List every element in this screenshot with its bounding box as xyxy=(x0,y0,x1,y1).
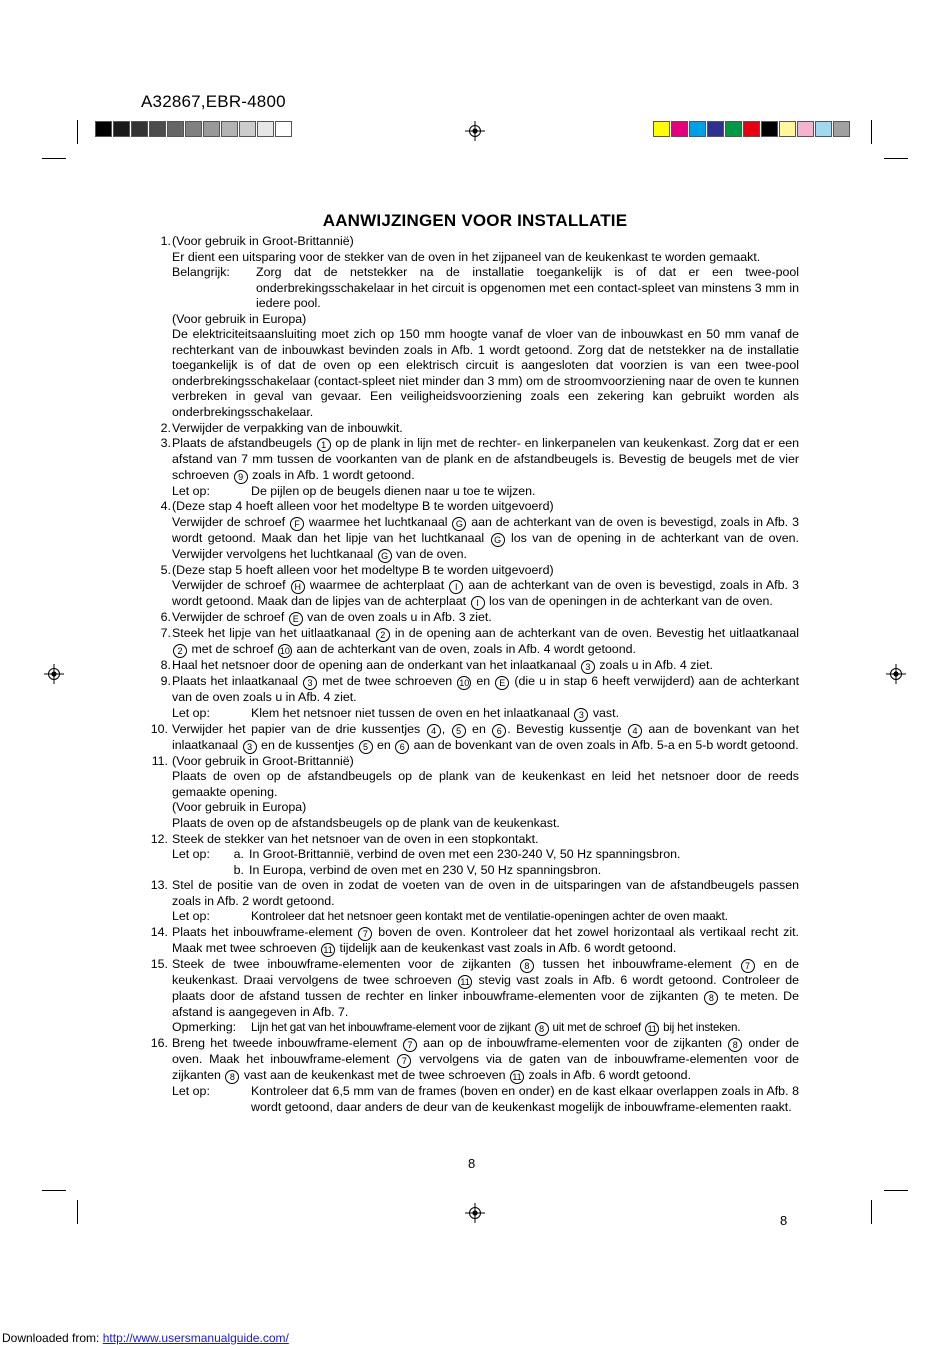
part-callout: I xyxy=(471,596,485,610)
part-callout: 8 xyxy=(728,1038,742,1052)
item-number: 2. xyxy=(160,420,171,435)
item-text: Verwijder de verpakking van de inbouwkit. xyxy=(172,420,403,435)
caution-note-b xyxy=(172,863,799,879)
part-callout: 8 xyxy=(225,1070,239,1084)
instruction-item-7 xyxy=(151,626,799,658)
color-swatch xyxy=(815,121,832,137)
part-callout: 2 xyxy=(376,628,390,642)
note-text: Lijn het gat van het inbouwframe-element voor de zijkant 8 uit met de schroef 11 bij het insteken. xyxy=(251,1021,741,1035)
part-callout: 8 xyxy=(520,959,534,973)
item-paragraph xyxy=(172,674,799,706)
item-paragraph: Plaats de oven op de afstandbeugels op de plank van de keukenkast en leid het netsnoer door de reeds gemaakte opening. xyxy=(172,769,799,799)
item-number: 6. xyxy=(160,610,171,625)
color-swatch xyxy=(671,121,688,137)
part-callout: 6 xyxy=(395,740,409,754)
part-callout: 4 xyxy=(427,724,441,738)
color-swatch xyxy=(203,121,220,137)
note-label: Let op: xyxy=(172,909,210,924)
part-callout: 7 xyxy=(397,1054,411,1068)
part-callout: E xyxy=(495,676,509,690)
item-number: 5. xyxy=(160,562,171,577)
instruction-item-5 xyxy=(151,563,799,611)
caution-note xyxy=(172,706,799,722)
crop-mark xyxy=(77,120,78,144)
part-callout: 9 xyxy=(234,470,248,484)
color-swatch xyxy=(743,121,760,137)
color-swatch xyxy=(167,121,184,137)
item-number: 1. xyxy=(160,234,171,248)
item-text: in de opening aan de achterkant van de oven. Bevestig het uitlaatkanaal xyxy=(394,626,799,641)
item-paragraph: Er dient een uitsparing voor de stekker van de oven in het zijpaneel van de keukenkast te worden gemaakt. xyxy=(172,249,761,264)
part-callout: F xyxy=(290,517,304,531)
part-callout: 7 xyxy=(403,1038,417,1052)
item-number: 7. xyxy=(160,626,171,641)
item-number: 11. xyxy=(151,753,168,768)
item-text: en xyxy=(476,674,491,689)
crop-mark xyxy=(871,1200,872,1224)
caution-note xyxy=(172,1084,799,1115)
part-callout: 3 xyxy=(574,708,588,722)
item-number: 8. xyxy=(160,658,171,673)
crop-mark xyxy=(42,158,66,159)
part-callout: 2 xyxy=(173,644,187,658)
part-callout: 7 xyxy=(741,959,755,973)
item-text: op de plank in lijn met de rechter- en linkerpanelen van keukenkast. Zorg dat er een afstand van 7 mm tussen de voorkanten van de plank en de afstandbeugels is. Bevestig de beugels met de vier schroeven xyxy=(172,436,799,482)
caution-note xyxy=(172,484,799,500)
part-callout: 11 xyxy=(321,943,335,957)
part-callout: G xyxy=(452,517,466,531)
part-callout: 10 xyxy=(279,646,290,657)
part-callout: 6 xyxy=(492,724,506,738)
color-swatch xyxy=(185,121,202,137)
item-text: Haal het netsnoer door de opening aan de onderkant van het inlaatkanaal xyxy=(172,658,577,673)
note-label: Belangrijk: xyxy=(172,265,230,280)
note-text: Kontroleer dat 6,5 mm van de frames (boven en onder) en de kast elkaar overlappen zoals in Afb. 8 wordt getoond, daar anders de deur van de keukenkast mogelijk de inbouwframe-elementen raakt. xyxy=(251,1084,799,1114)
item-text: Verwijder de schroef xyxy=(172,610,285,625)
part-callout: 4 xyxy=(628,724,642,738)
crop-mark xyxy=(884,1190,908,1191)
caution-note-a xyxy=(172,847,799,863)
part-callout: 7 xyxy=(358,927,372,941)
item-paragraph xyxy=(172,515,799,563)
item-number: 13. xyxy=(150,878,168,893)
instruction-item-8 xyxy=(151,658,799,674)
instruction-item-1 xyxy=(151,234,799,421)
registration-mark-icon xyxy=(465,1203,485,1223)
note-label: Let op: xyxy=(172,1084,210,1099)
instruction-item-14: 14. Plaats het inbouwframe-element 7 boven de oven. Kontroleer dat het zowel horizontaal als vertikaal recht zit. Maak met twee schroeven 11 tijdelijk aan de keukenkast vast zoals in Afb. 6 wordt getoond. xyxy=(151,925,799,957)
grayscale-calibration-bar xyxy=(95,121,293,137)
item-text: los van de opening in de achterkant van de oven. Verwijder vervolgens het luchtkanaal xyxy=(172,530,799,561)
instruction-item-9 xyxy=(151,674,799,722)
part-callout: 11 xyxy=(510,1070,524,1084)
download-footer xyxy=(2,1331,289,1345)
crop-mark xyxy=(42,1190,66,1191)
part-callout: 5 xyxy=(452,724,466,738)
part-callout: 3 xyxy=(243,740,257,754)
part-callout: 11 xyxy=(645,1022,659,1036)
item-text: Plaats het inlaatkanaal xyxy=(172,674,298,689)
note-text: Klem het netsnoer niet tussen de oven en het inlaatkanaal 3 vast. xyxy=(251,705,620,720)
color-swatch xyxy=(239,121,256,137)
note-label: Let op: xyxy=(172,847,210,862)
item-paragraph: (Deze stap 5 hoeft alleen voor het modeltype B te worden uitgevoerd) xyxy=(172,562,554,577)
note-text: Kontroleer dat het netsnoer geen kontakt met de ventilatie-openingen achter de oven maakt. xyxy=(251,909,728,924)
important-note xyxy=(172,265,799,312)
instruction-item-16 xyxy=(151,1036,799,1115)
instruction-item-6 xyxy=(151,610,799,626)
item-paragraph: Steek de twee inbouwframe-elementen voor de zijkanten 8 tussen het inbouwframe-element 7 en de keukenkast. Draai vervolgens de twee schroeven 11 stevig vast zoals in Afb. 6 wordt getoond. Controleer de plaats door de afstand tussen de rechter en linker inbouwframe-elementen voor de zijkanten 8 te meten. De afstand is aangegeven in Afb. 7. xyxy=(172,956,799,1019)
item-text: Verwijder de schroef xyxy=(172,514,286,529)
part-callout: 3 xyxy=(303,676,317,690)
sub-item-letter: b. xyxy=(233,862,244,877)
color-swatch xyxy=(797,121,814,137)
crop-mark xyxy=(77,1200,78,1224)
item-number: 3. xyxy=(160,436,171,451)
instruction-item-13 xyxy=(151,878,799,925)
item-number: 4. xyxy=(160,499,171,514)
caution-note xyxy=(172,909,799,925)
instruction-item-11 xyxy=(151,754,799,832)
item-text: Verwijder de schroef xyxy=(172,578,286,593)
item-text: Plaats de afstandbeugels xyxy=(172,436,312,451)
color-calibration-bar xyxy=(653,121,851,137)
item-number: 16. xyxy=(150,1036,168,1051)
item-paragraph: Breng het tweede inbouwframe-element 7 aan op de inbouwframe-elementen voor de zijkanten 8 onder de oven. Maak het inbouwframe-element 7 vervolgens via de gaten van de inbouwframe-elementen voor de zijkanten 8 vast aan de keukenkast met de twee schroeven 11 zoals in Afb. 6 wordt getoond. xyxy=(172,1036,799,1083)
item-text: aan de achterkant van de oven, zoals in Afb. 4 wordt getoond. xyxy=(296,642,636,657)
part-callout: G xyxy=(491,533,505,547)
item-text: los van de openingen in de achterkant van de oven. xyxy=(489,594,773,609)
item-text: zoals u in Afb. 4 ziet. xyxy=(599,658,713,673)
color-swatch xyxy=(113,121,130,137)
instruction-item-3 xyxy=(151,436,799,499)
sub-item-text: In Groot-Brittannië, verbind de oven met een 230-240 V, 50 Hz spanningsbron. xyxy=(249,847,681,862)
page-title: AANWIJZINGEN VOOR INSTALLATIE xyxy=(322,211,628,230)
part-callout: 3 xyxy=(581,660,595,674)
part-callout: 8 xyxy=(704,991,718,1005)
color-swatch xyxy=(725,121,742,137)
part-callout: 1 xyxy=(317,438,331,452)
instruction-item-10: 10. Verwijder het papier van de drie kussentjes 4 , 5 en 6 . Bevestig kussentje 4 aan de bovenkant van het inlaatkanaal 3 en de kussentjes 5 en 6 aan de bovenkant van de oven zoals in Afb. 5-a en 5-b wordt getoond. xyxy=(151,722,799,754)
item-number: 15. xyxy=(150,956,168,971)
item-paragraph: (Voor gebruik in Groot-Brittannië) xyxy=(172,753,354,768)
item-paragraph xyxy=(172,436,799,484)
item-text: Steek het lipje van het uitlaatkanaal xyxy=(172,626,371,641)
color-swatch xyxy=(149,121,166,137)
registration-mark-icon xyxy=(886,664,906,684)
remark-note xyxy=(172,1020,799,1036)
color-swatch xyxy=(761,121,778,137)
color-swatch xyxy=(689,121,706,137)
registration-mark-icon xyxy=(465,121,485,141)
instruction-item-12 xyxy=(151,832,799,879)
color-swatch xyxy=(653,121,670,137)
item-paragraph: Plaats de oven op de afstandsbeugels op de plank van de keukenkast. xyxy=(172,816,560,831)
color-swatch xyxy=(707,121,724,137)
part-callout: 5 xyxy=(359,740,373,754)
document-code: A32867,EBR-4800 xyxy=(141,92,286,111)
item-paragraph: (Voor gebruik in Europa) xyxy=(172,311,307,326)
footer-link[interactable]: http://www.usersmanualguide.com/ xyxy=(102,1331,289,1345)
part-callout: G xyxy=(378,549,392,563)
part-callout: H xyxy=(291,580,305,594)
item-number: 10. xyxy=(150,721,168,736)
item-paragraph: (Voor gebruik in Groot-Brittannië) xyxy=(172,234,354,248)
item-text: aan de achterkant van de oven is bevestigd, zoals in Afb. 3 wordt getoond. Maak dan de lipjes van de achterplaat xyxy=(172,578,799,609)
item-paragraph xyxy=(172,578,799,610)
registration-mark-icon xyxy=(44,664,64,684)
item-text: waarmee de achterplaat xyxy=(309,578,445,593)
sub-item-letter: a. xyxy=(233,847,244,862)
footer-label: Downloaded from: xyxy=(2,1331,100,1345)
color-swatch xyxy=(275,121,292,137)
note-label: Let op: xyxy=(172,705,210,720)
item-number: 14. xyxy=(150,924,168,939)
part-callout: 11 xyxy=(458,975,472,989)
crop-mark xyxy=(871,120,872,144)
part-callout: I xyxy=(449,580,463,594)
crop-mark xyxy=(884,158,908,159)
part-callout: E xyxy=(289,612,303,626)
part-callout: 10 xyxy=(459,678,470,689)
item-text: aan de achterkant van de oven is bevestigd, zoals in Afb. 3 wordt getoond. Maak dan het lipje van het luchtkanaal xyxy=(172,514,799,545)
item-paragraph: Stel de positie van de oven in zodat de voeten van de oven in de uitsparingen van de afstandbeugels passen zoals in Afb. 2 wordt getoond. xyxy=(172,878,799,908)
item-text: waarmee het luchtkanaal xyxy=(308,514,448,529)
item-paragraph: De elektriciteitsaansluiting moet zich op 150 mm hoogte vanaf de vloer van de inbouwkast en 50 mm vanaf de rechterkant van de inbouwkast bevinden zoals in Afb. 1 wordt getoond. Zorg dat de netstekker na de installatie toegankelijk is of dat de oven op een elektrisch circuit is aangesloten dat voorzien is van een twee-pool onderbrekingsschakelaar (contact-spleet niet minder dan 3 mm) om de stroomvoorziening naar de oven te kunnen verbreken in geval van gevaar. Een veiligheidsvoorziening zoals een zekering kan gebruikt worden als onderbrekingsschakelaar. xyxy=(172,327,799,420)
item-text: met de schroef xyxy=(191,642,274,657)
sub-item-text: In Europa, verbind de oven met en 230 V, 50 Hz spanningsbron. xyxy=(249,862,602,877)
item-number: 12. xyxy=(150,831,168,846)
color-swatch xyxy=(833,121,850,137)
note-text: Zorg dat de netstekker na de installatie toegankelijk is of dat er een twee-pool onderbrekingsschakelaar in het circuit is opgenomen met een contact-spleet van minstens 3 mm in iedere pool. xyxy=(256,265,799,311)
item-paragraph: (Voor gebruik in Europa) xyxy=(172,800,307,815)
item-text: (die u in stap 6 heeft verwijderd) aan de achterkant van de oven zoals u in Afb. 4 ziet. xyxy=(172,674,800,705)
instructions-list xyxy=(151,234,799,1116)
note-label: Opmerking: xyxy=(172,1020,237,1035)
note-text: De pijlen op de beugels dienen naar u toe te wijzen. xyxy=(251,483,536,498)
item-paragraph: Steek de stekker van het netsnoer van de oven in een stopkontakt. xyxy=(172,831,539,846)
item-paragraph: (Deze stap 4 hoeft alleen voor het modeltype B te worden uitgevoerd) xyxy=(172,499,554,514)
color-swatch xyxy=(779,121,796,137)
color-swatch xyxy=(221,121,238,137)
page-number: 8 xyxy=(468,1156,476,1171)
color-swatch xyxy=(257,121,274,137)
item-text: zoals in Afb. 1 wordt getoond. xyxy=(252,467,415,482)
color-swatch xyxy=(131,121,148,137)
item-number: 9. xyxy=(160,674,171,689)
item-text: met de twee schroeven xyxy=(322,674,453,689)
note-label: Let op: xyxy=(172,483,210,498)
page-number-margin: 8 xyxy=(780,1213,788,1228)
item-text: Verwijder het papier van de drie kussentjes xyxy=(172,721,421,736)
color-swatch xyxy=(95,121,112,137)
item-text: van de oven zoals u in Afb. 3 ziet. xyxy=(307,610,492,625)
instruction-item-2 xyxy=(151,421,799,437)
instruction-item-4 xyxy=(151,499,799,563)
instruction-item-15 xyxy=(151,957,799,1037)
item-text: van de oven. xyxy=(396,546,467,561)
part-callout: 8 xyxy=(535,1022,549,1036)
